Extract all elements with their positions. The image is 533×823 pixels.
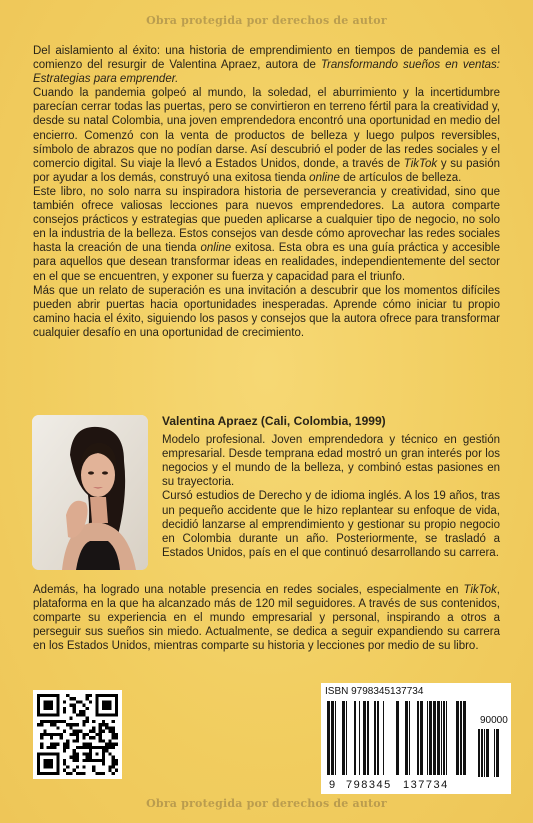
synopsis-paragraph-4: Más que un relato de superación es una invitación a descubrir que los momentos difíciles pueden abrir puertas hacia oportunidades inesperadas. Aprende cómo iniciar tu propio camino hacia el éxito, siguiendo los pasos y consejos que la autora ofrece para transformar cualquier desafío en una oportunidad de crecimiento. [33,284,500,339]
author-photo [32,415,148,570]
isbn-barcode [321,683,511,794]
synopsis-p1-text: Del aislamiento al éxito: una historia de emprendimiento en tiempos de pandemia es el comienzo del resurgir de Valentina Apraez, autora de [33,45,500,72]
author-bio-paragraph-1: Modelo profesional. Joven emprendedora y técnico en gestión empresarial. Desde temprana edad mostró un gran interés por los negocios y el mundo de la belleza, y combinó estas pasiones en su trayectoria. [162,434,500,489]
synopsis-p2-tiktok: TikTok [403,157,438,170]
isbn-number: ISBN 9798345137734 [325,686,424,697]
synopsis-p2-online: online [309,171,340,184]
synopsis-p1-book-title: Transformando sueños en ventas: Estrategias para emprender. [33,59,500,86]
synopsis-p2-text-b: y su pasión por ayudar a los demás, construyó una exitosa tienda [33,157,500,184]
synopsis-p2-text-c: de artículos de belleza. [339,171,462,184]
qr-code [33,690,122,779]
synopsis-p2-text-a: Cuando la pandemia golpeó al mundo, la soledad, el aburrimiento y la incertidumbre parecían cerrar todas las puertas, pero se convirtieron en terreno fértil para la creatividad y, desde su natal Colombia, una joven emprendedora encontró una oportunidad en medio del encierro. Comenzó con la venta de productos de belleza y luego pulpos reversibles, símbolo de abrazos que no podían darse. Así descubrió el poder de las redes sociales y el comercio digital. Su viaje la llevó a Estados Unidos, donde, a través de [33,87,500,170]
synopsis-p3-text-a: Este libro, no solo narra su inspiradora historia de perseverancia y creatividad, sino que también ofrece valiosas lecciones para nuevos emprendedores. La autora comparte consejos prácticos y estrategias que pueden aplicarse a cualquier tipo de negocio, no solo en la industria de la belleza. Estos consejos van desde cómo aprovechar las redes sociales hasta la creación de una tienda [33,185,500,255]
author-bio-p3-text-a: Además, ha logrado una notable presencia en redes sociales, especialmente en [33,584,464,596]
synopsis-p3-text-b: exitosa. Esta obra es una guía práctica y accesible para aquellos que desean transformar ideas en realidades, independientemente del sector en el que se encuentren, y exponer su fuerza y capacidad para el triunfo. [33,242,500,283]
synopsis-paragraph-2 [33,86,500,185]
author-bio-paragraph-2: Cursó estudios de Derecho y de idioma inglés. A los 19 años, tras un pequeño accidente que le hizo replantear su enfoque de vida, decidió lanzarse al emprendimiento y gestionar su propio negocio en Colombia durante un año. Posteriormente, se trasladó a Estados Unidos, país en el que continuó desarrollando su carrera. [162,490,500,559]
author-bio-p3-text-b: , plataforma en la que ha alcanzado más de 120 mil seguidores. A través de sus contenidos, comparte su experiencia en el mundo empresarial y personal, inspirando a otros a perseguir sus sueños sin miedo. Actualmente, se dedica a seguir expandiendo su carrera en los Estados Unidos, mientras comparte su historia y lecciones por medio de su libro. [33,584,500,653]
barcode-digit-group-2: 137734 [403,779,449,791]
author-bio [162,414,500,560]
author-name-heading: Valentina Apraez (Cali, Colombia, 1999) [162,414,386,428]
author-bio-continued [33,583,500,653]
price-code: 90000 [480,715,508,726]
watermark-top: Obra protegida por derechos de autor [146,14,387,27]
synopsis-p3-online: online [200,242,232,255]
barcode-addon-bars [478,729,508,779]
author-bio-p3-tiktok: TikTok [463,584,497,596]
barcode-bars [327,701,467,779]
barcode-digit-group-1: 798345 [346,779,392,791]
watermark-bottom: Obra protegida por derechos de autor [146,797,387,810]
barcode-digit-lead: 9 [329,779,337,791]
synopsis-paragraph-3 [33,185,500,284]
qr-code-graphic [37,694,118,775]
synopsis [33,44,500,340]
synopsis-paragraph-1 [33,44,500,86]
author-bio-paragraph-3 [33,583,500,653]
